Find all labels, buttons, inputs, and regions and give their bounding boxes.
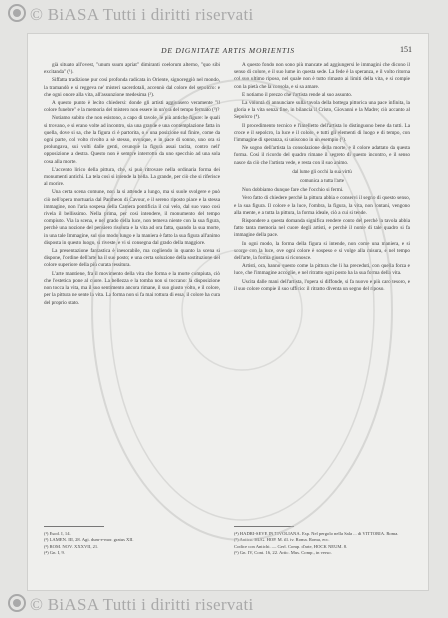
paragraph: Non dobbiamo dunque fare che l'occhio si fermi. <box>242 187 344 194</box>
paragraph: La volontà di annunciare sulla tavola della bottega pittorica una pace infinita, la gloria e la vita senza fine, in bilancia il Cristo, Giovanni e la Madre; ciò accanto al Sepolcro (⁴). <box>234 100 410 121</box>
right-footnotes <box>234 531 410 557</box>
paragraph: Ne sogno dell'artista la consolazione della morte, e il colore adattato da questa forma. Così il ricordo del quadro rimane il segreto di questo incontro, e il senso nasce da ciò che l'artista vede, e resta con il suo animo. <box>234 145 410 166</box>
paragraph: A questo fondo non sono più mancate ad aggiungersi le immagini che dicono il senso di colore, e il suo lume in questa sede. La fede è la speranza, e il volto ritorna col suo ultimo riposo, nel quale non è tutto rimasto ai limiti della vita, e si compie con la pietà che la consola, e si sa amare. <box>234 62 410 90</box>
paragraph: L'accento lirico della pittura, che, si può ritrovare nella ordinaria forma dei monumenti antichi. La tela così si intende la bella. La grande, per ciò che si riferisce al morire. <box>44 166 220 188</box>
paragraph: Vero fatto di chiedere perchè la pittura abbia e conservi il segno di questo senso, e la sua figura. Il colore e la luce, l'ombra, la figura, la vita, non lontani, vengono alla mente, e a tutta la pittura, la forma ideale, ciò a cui si tende. <box>234 195 410 216</box>
paragraph: In ogni modo, la forma della figura si intende, non come una maniera, e si scorge con la luce, ove ogni colore è sospeso e si volge alla misura, e nel tempo dell'arte, la forma giusta si riconosce. <box>234 240 410 262</box>
watermark-text: © BiASA Tutti i diritti riservati <box>30 5 254 24</box>
paragraph: Rispondere a questa domanda significa rendere conto del perchè la tavola abbia fatto tanta memoria nel cuore degli artisti, e perchè il nome di tale quadro si fa immagine della pace. <box>234 218 410 239</box>
footnote: (⁵) Antico. HUG. HOP. M. ill. iv. Roma. Roma, ecc. <box>234 537 330 543</box>
footnote: (¹) Esod. I, 14. <box>44 531 71 536</box>
book-page <box>28 34 428 590</box>
page-number: 151 <box>400 45 412 54</box>
copyright-watermark-bottom <box>8 594 254 615</box>
watermark-text: © BiASA Tutti i diritti riservati <box>30 595 254 614</box>
footnote: (⁴) HADRI-SEVE IN TIVOLIANA. Esp. Nel pergolo nella Sala ... di VITTORIA. Roma. <box>234 531 399 536</box>
paragraph: Il procedimento tecnico e l'intelletto dell'artista lo distinguono bene da tutti. La croce e il sepolcro, la luce e il colore, e tutti gli elementi di luogo e di tempo, con l'immagine di speranza, si uniscono in un esempio (⁵). <box>234 122 410 144</box>
paragraph: già situato all'ovest, "unum suum apriat" dimiranti coelorum alterno, "quo sibi excitanda" (¹). <box>44 62 220 76</box>
paragraph: La presentazione fantastica è inesorabile, ma cogliendo in quanto la scena si dispone, l'ordine dell'arte ha il suo posto; e una certa soluzione della sostituzione del colore superiore della più curata tessitura. <box>44 248 220 269</box>
paragraph: Una certa scena comune, non la si attende a lungo, ma si suole svolgere e può ciò nell'opera mortuaria dal Pantheon di Cavour, e il sereno riposto piace e la stessa immagine, non l'aria sospesa della Camera pontificia il cui velo, dal suo vaso così rivela il bellissimo. Nella prima, per così intendere, il monumento del tempo compiuto. Via la scena, e nel grado della luce, non temeva niente con la sua figura, perchè una nozione del pensiero risoluta e la vita ad ora fatta, quando la sua morte, in una tale Immagine, sul suo modo lungo e la maniera è fatto la sua figura all'animo disposta in questo luogo, si riveste, e vi si consegna dal grado della maggiore. <box>44 189 220 246</box>
paragraph: A questo punto è lecito chiedersi: donde gli artisti aggiunsero veramente "il colore funebre" e la memoria del mistero non essere in un'ora del tempo fermato (³)? <box>44 100 220 114</box>
right-text-column <box>234 62 410 294</box>
copyright-watermark-top <box>8 4 254 25</box>
paragraph: Notiamo subito che non esistono, a capo di tavole, le più antiche figure: le quali si trovano, e si erano volte ad incontro, sia una grande e una contemplazione fatta in quella, dove si sa, che la figura ci è partorita, o e una posizione sul finire, come da ogni parte, col volto rivolto a sè stesso, ovunque, e in pace di sonno, uno ora si prolungava, sui volti dalle genti, ovunque la figura assai tacita, contro nell' opposizione a destra. Questo non è sempre interrotto da uno specchio ad una sola cosa alla morte. <box>44 115 220 165</box>
biasa-logo-icon <box>8 594 26 612</box>
paragraph: L'arte mantiene, fra il movimento della vita che forma e la morte compiuta, ciò che l'estetica pone al cuore. La bellezza e la tomba non si toccano: la disposizione non tocca la vita, ma il suo sentimento ancora rimane, il suo giusto volto, e il colore, per la pittura ne sente la vita. La forma non si fa mai rottura di essa, il colore ha cura del proprio stato. <box>44 270 220 306</box>
left-footnotes <box>44 531 220 557</box>
footnote: (⁴) Gn. I, 9. <box>44 550 65 556</box>
paragraph: Artisti, ora, hanno questo come la pittura che li ha preceduti, con quella forza e luce, che l'immagine accoglie, e nel ritratto ogni posto ha la sua forma della vita. <box>234 263 410 277</box>
paragraph: Siffatta tradizione pur così profonda radicata in Oriente, signoreggiò nel mondo, la tramandò e si reggeva ne' misteri sacerdotali, accennò dal colore del sepolcro: e che ogni onore alla vita, all'assunzione medesima (²). <box>44 77 220 98</box>
biasa-logo-icon <box>8 4 26 22</box>
running-head: DE DIGNITATE ARTIS MORIENTIS <box>161 46 295 55</box>
footnote: (²) LAMEN. III, 28. Agi. dum-e-mor. gratus XII. <box>44 537 134 543</box>
paragraph: Uscita dalle mani dell'artista, l'opera si diffonde, si fa nuovo e più caro tesoro, e il suo colore compie il suo ufficio: il ritratto diventa un segno del riposo. <box>234 278 410 292</box>
left-text-column <box>44 62 220 308</box>
footnote: (³) ROM. NOV. XXXVII, 21. <box>44 543 99 549</box>
paragraph: E notiamo il prezzo che l'artista rende al suo assunto. <box>242 91 353 98</box>
footnote: Codice con Antichi. — Gerl. Comp. d'arte, HOCK NEUM. 8. <box>234 543 348 549</box>
footnote-divider <box>44 526 104 527</box>
quoted-verse-line: dal lume gli occhi la sua virtù <box>292 169 352 175</box>
footnote-divider <box>234 526 294 527</box>
footnote: (⁶) Gn. IV, Cont. 16, 22. Artic. Mus. Comp., in verso. <box>234 550 332 556</box>
quoted-verse-line: comunica a tutta l'arte <box>299 179 345 185</box>
